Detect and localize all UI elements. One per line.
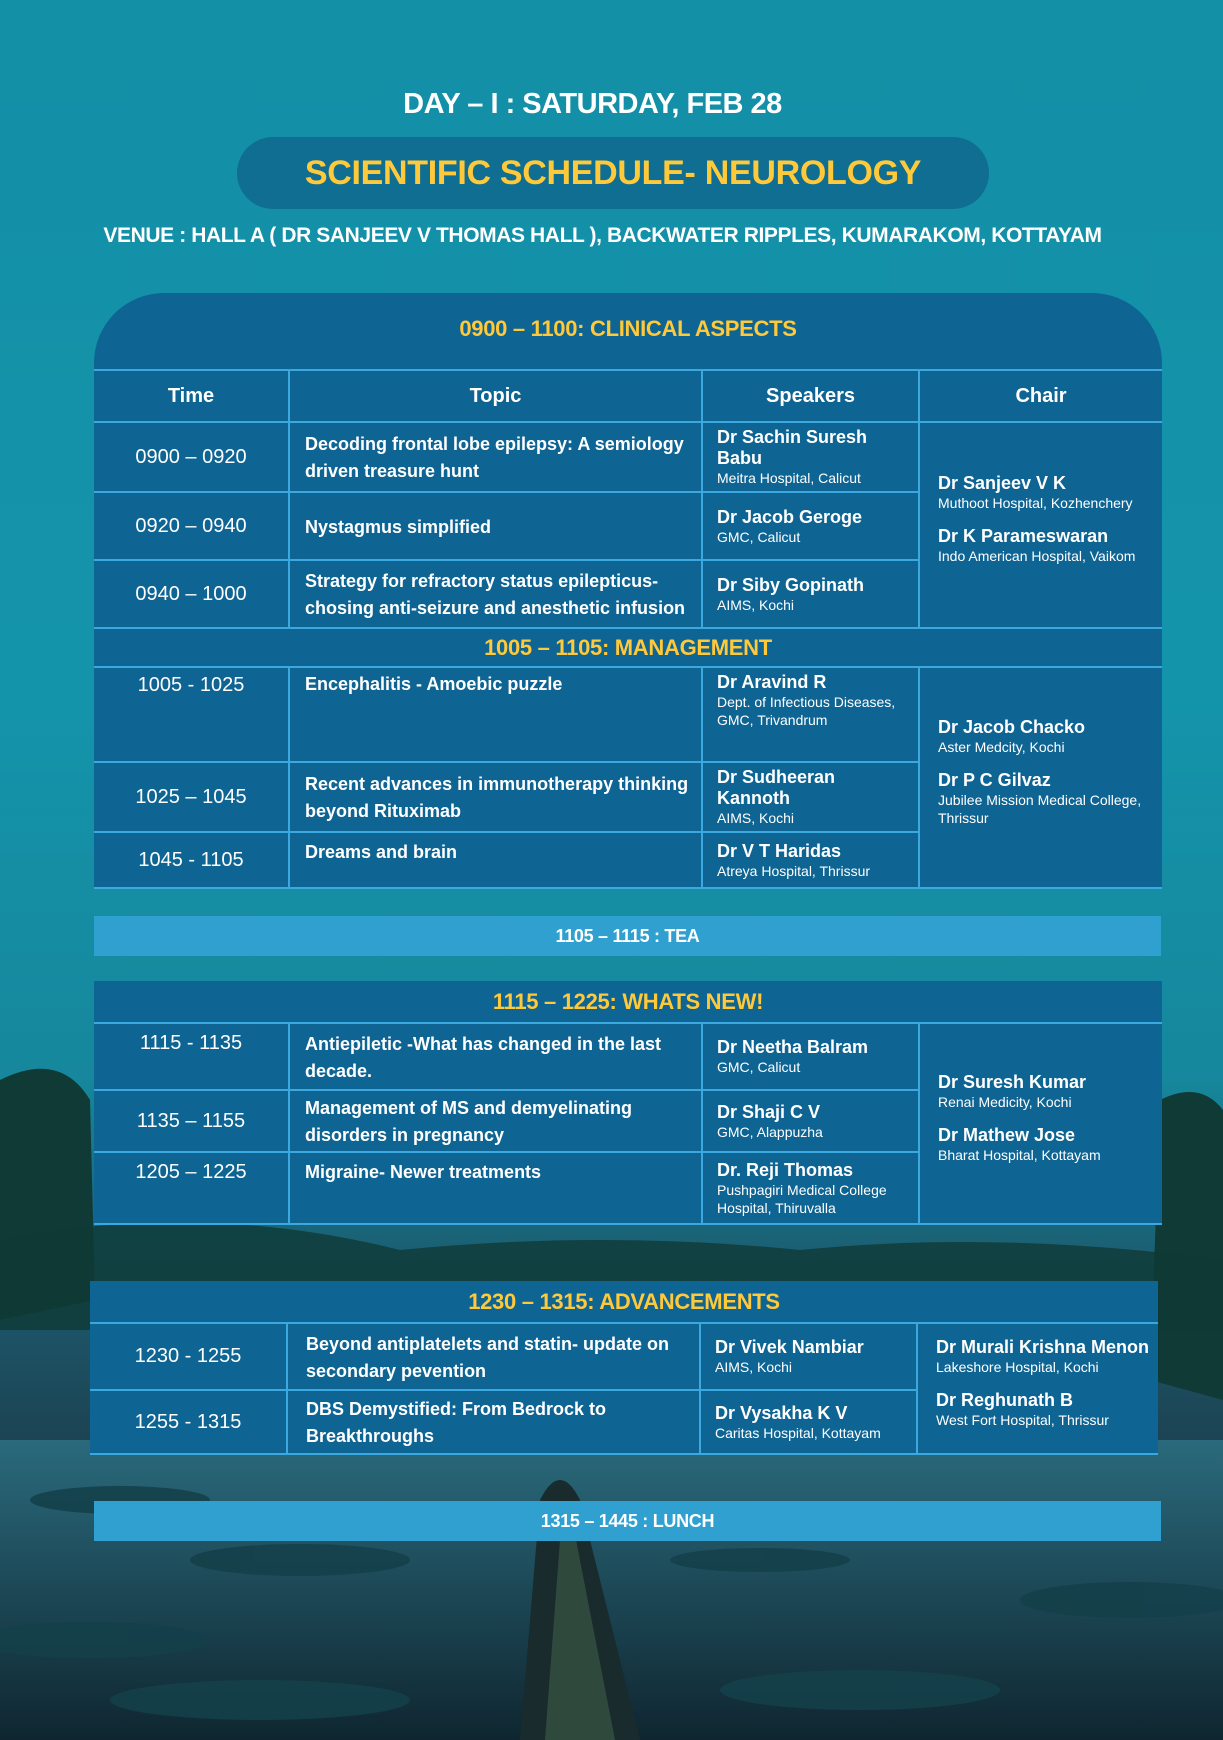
column-header-speakers: Speakers xyxy=(702,371,919,422)
schedule-title-pill xyxy=(237,137,989,209)
table-row xyxy=(94,1024,1162,1090)
speaker-name: Dr V T Haridas xyxy=(717,840,842,861)
table-row xyxy=(94,668,1162,762)
chair-affiliation: Lakeshore Hospital, Kochi xyxy=(936,1358,1099,1375)
column-header-chair: Chair xyxy=(919,371,1162,422)
speaker-affiliation: Pushpagiri Medical College Hospital, Thiruvalla xyxy=(717,1181,887,1216)
tea-break-label: 1105 – 1115 : TEA xyxy=(555,925,700,946)
row-topic: Antiepiletic -What has changed in the last decade. xyxy=(289,1024,702,1090)
speaker-name: Dr Vysakha K V xyxy=(715,1402,848,1423)
speaker-affiliation: Dept. of Infectious Diseases, GMC, Trivandrum xyxy=(717,694,896,728)
chair-name: Dr P C Gilvaz xyxy=(938,769,1051,790)
speaker-name: Dr Neetha Balram xyxy=(717,1037,869,1057)
chair-name: Dr Suresh Kumar xyxy=(938,1071,1087,1092)
chair-affiliation: Bharat Hospital, Kottayam xyxy=(938,1146,1101,1163)
speaker-affiliation: GMC, Calicut xyxy=(717,1059,801,1075)
row-speaker xyxy=(702,832,919,888)
session-table-clinical-aspects xyxy=(94,371,1162,629)
row-time: 1205 – 1225 xyxy=(94,1152,289,1224)
speaker-affiliation: AIMS, Kochi xyxy=(717,596,795,613)
speaker-name: Dr Aravind R xyxy=(717,672,827,692)
chair-entry xyxy=(938,1072,1156,1111)
table-row xyxy=(90,1324,1158,1390)
row-time: 1135 – 1155 xyxy=(94,1090,289,1152)
session-table-management xyxy=(94,668,1162,889)
chair-cell xyxy=(919,1024,1162,1224)
chair-entry xyxy=(938,770,1156,827)
row-topic: Nystagmus simplified xyxy=(289,492,702,560)
chair-name: Dr Murali Krishna Menon xyxy=(936,1336,1150,1357)
row-speaker xyxy=(702,1152,919,1224)
schedule-block-morning xyxy=(94,293,1162,889)
session-title-clinical-aspects: 0900 – 1100: CLINICAL ASPECTS xyxy=(94,293,1162,371)
row-speaker xyxy=(702,492,919,560)
row-speaker xyxy=(700,1324,917,1390)
row-time: 1025 – 1045 xyxy=(94,762,289,832)
venue-line: VENUE : HALL A ( DR SANJEEV V THOMAS HALL ), BACKWATER RIPPLES, KUMARAKOM, KOTTAYAM xyxy=(103,224,1102,247)
tea-break-bar xyxy=(94,916,1161,956)
row-speaker xyxy=(702,560,919,628)
row-speaker xyxy=(702,1090,919,1152)
chair-affiliation: West Fort Hospital, Thrissur xyxy=(936,1411,1109,1428)
session-table-whats-new xyxy=(94,1024,1162,1225)
row-topic: Encephalitis - Amoebic puzzle xyxy=(289,668,702,762)
row-speaker xyxy=(702,422,919,492)
chair-affiliation: Indo American Hospital, Vaikom xyxy=(938,548,1136,564)
chair-affiliation: Jubilee Mission Medical College, Thrissur xyxy=(938,791,1142,826)
row-topic: Strategy for refractory status epilepticus- chosing anti-seizure and anesthetic infusion xyxy=(289,560,702,628)
session-table-advancements xyxy=(90,1324,1158,1455)
row-speaker xyxy=(702,762,919,832)
speaker-affiliation: Caritas Hospital, Kottayam xyxy=(715,1424,881,1441)
chair-entry xyxy=(938,1125,1156,1164)
lunch-break-label: 1315 – 1445 : LUNCH xyxy=(540,1510,715,1531)
speaker-name: Dr Vivek Nambiar xyxy=(715,1337,864,1357)
session-title-whats-new: 1115 – 1225: WHATS NEW! xyxy=(94,981,1162,1024)
speaker-affiliation: GMC, Calicut xyxy=(717,528,801,545)
row-speaker xyxy=(700,1390,917,1454)
column-header-topic: Topic xyxy=(289,371,702,422)
speaker-name: Dr Sachin Suresh Babu xyxy=(717,427,868,468)
chair-name: Dr Reghunath B xyxy=(936,1389,1073,1410)
speaker-name: Dr Shaji C V xyxy=(717,1101,821,1122)
row-topic: Management of MS and demyelinating disorders in pregnancy xyxy=(289,1090,702,1152)
row-time: 1115 - 1135 xyxy=(94,1024,289,1090)
speaker-name: Dr. Reji Thomas xyxy=(717,1159,854,1180)
row-topic: Dreams and brain xyxy=(289,832,702,888)
row-time: 0940 – 1000 xyxy=(94,560,289,628)
row-speaker xyxy=(702,668,919,762)
chair-entry xyxy=(936,1337,1152,1376)
chair-entry xyxy=(936,1390,1152,1429)
column-header-time: Time xyxy=(94,371,289,422)
chair-name: Dr Jacob Chacko xyxy=(938,716,1086,737)
row-time: 0920 – 0940 xyxy=(94,492,289,560)
speaker-affiliation: AIMS, Kochi xyxy=(715,1359,793,1375)
schedule-block-whats-new xyxy=(94,981,1162,1225)
speaker-affiliation: Atreya Hospital, Thrissur xyxy=(717,862,871,879)
row-topic: DBS Demystified: From Bedrock to Breakthroughs xyxy=(287,1390,700,1454)
chair-name: Dr K Parameswaran xyxy=(938,526,1109,546)
speaker-affiliation: AIMS, Kochi xyxy=(717,810,795,826)
row-time: 1045 - 1105 xyxy=(94,832,289,888)
chair-affiliation: Aster Medcity, Kochi xyxy=(938,738,1065,755)
speaker-name: Dr Sudheeran Kannoth xyxy=(717,767,836,808)
chair-cell xyxy=(919,668,1162,888)
chair-cell xyxy=(917,1324,1158,1454)
speaker-name: Dr Siby Gopinath xyxy=(717,574,865,595)
table-header-row xyxy=(94,371,1162,422)
speaker-affiliation: GMC, Alappuzha xyxy=(717,1123,823,1140)
speaker-name: Dr Jacob Geroge xyxy=(717,506,863,527)
lunch-break-bar xyxy=(94,1501,1161,1541)
chair-affiliation: Muthoot Hospital, Kozhenchery xyxy=(938,495,1133,511)
row-speaker xyxy=(702,1024,919,1090)
row-time: 1005 - 1025 xyxy=(94,668,289,762)
row-topic: Decoding frontal lobe epilepsy: A semiology driven treasure hunt xyxy=(289,422,702,492)
row-time: 1230 - 1255 xyxy=(90,1324,287,1390)
chair-entry xyxy=(938,526,1156,565)
day-heading: DAY – I : SATURDAY, FEB 28 xyxy=(403,88,782,120)
chair-entry xyxy=(938,473,1156,512)
chair-entry xyxy=(938,717,1156,756)
speaker-affiliation: Meitra Hospital, Calicut xyxy=(717,470,861,486)
chair-name: Dr Sanjeev V K xyxy=(938,473,1067,493)
schedule-title: SCIENTIFIC SCHEDULE- NEUROLOGY xyxy=(304,153,922,192)
schedule-block-advancements xyxy=(90,1281,1158,1455)
row-topic: Beyond antiplatelets and statin- update on secondary pevention xyxy=(287,1324,700,1390)
chair-name: Dr Mathew Jose xyxy=(938,1124,1076,1145)
session-title-management: 1005 – 1105: MANAGEMENT xyxy=(94,629,1162,668)
row-time: 1255 - 1315 xyxy=(90,1390,287,1454)
chair-affiliation: Renai Medicity, Kochi xyxy=(938,1093,1072,1110)
row-topic: Migraine- Newer treatments xyxy=(289,1152,702,1224)
row-topic: Recent advances in immunotherapy thinking beyond Rituximab xyxy=(289,762,702,832)
row-time: 0900 – 0920 xyxy=(94,422,289,492)
table-row xyxy=(94,422,1162,492)
chair-cell xyxy=(919,422,1162,628)
session-title-advancements: 1230 – 1315: ADVANCEMENTS xyxy=(90,1281,1158,1324)
